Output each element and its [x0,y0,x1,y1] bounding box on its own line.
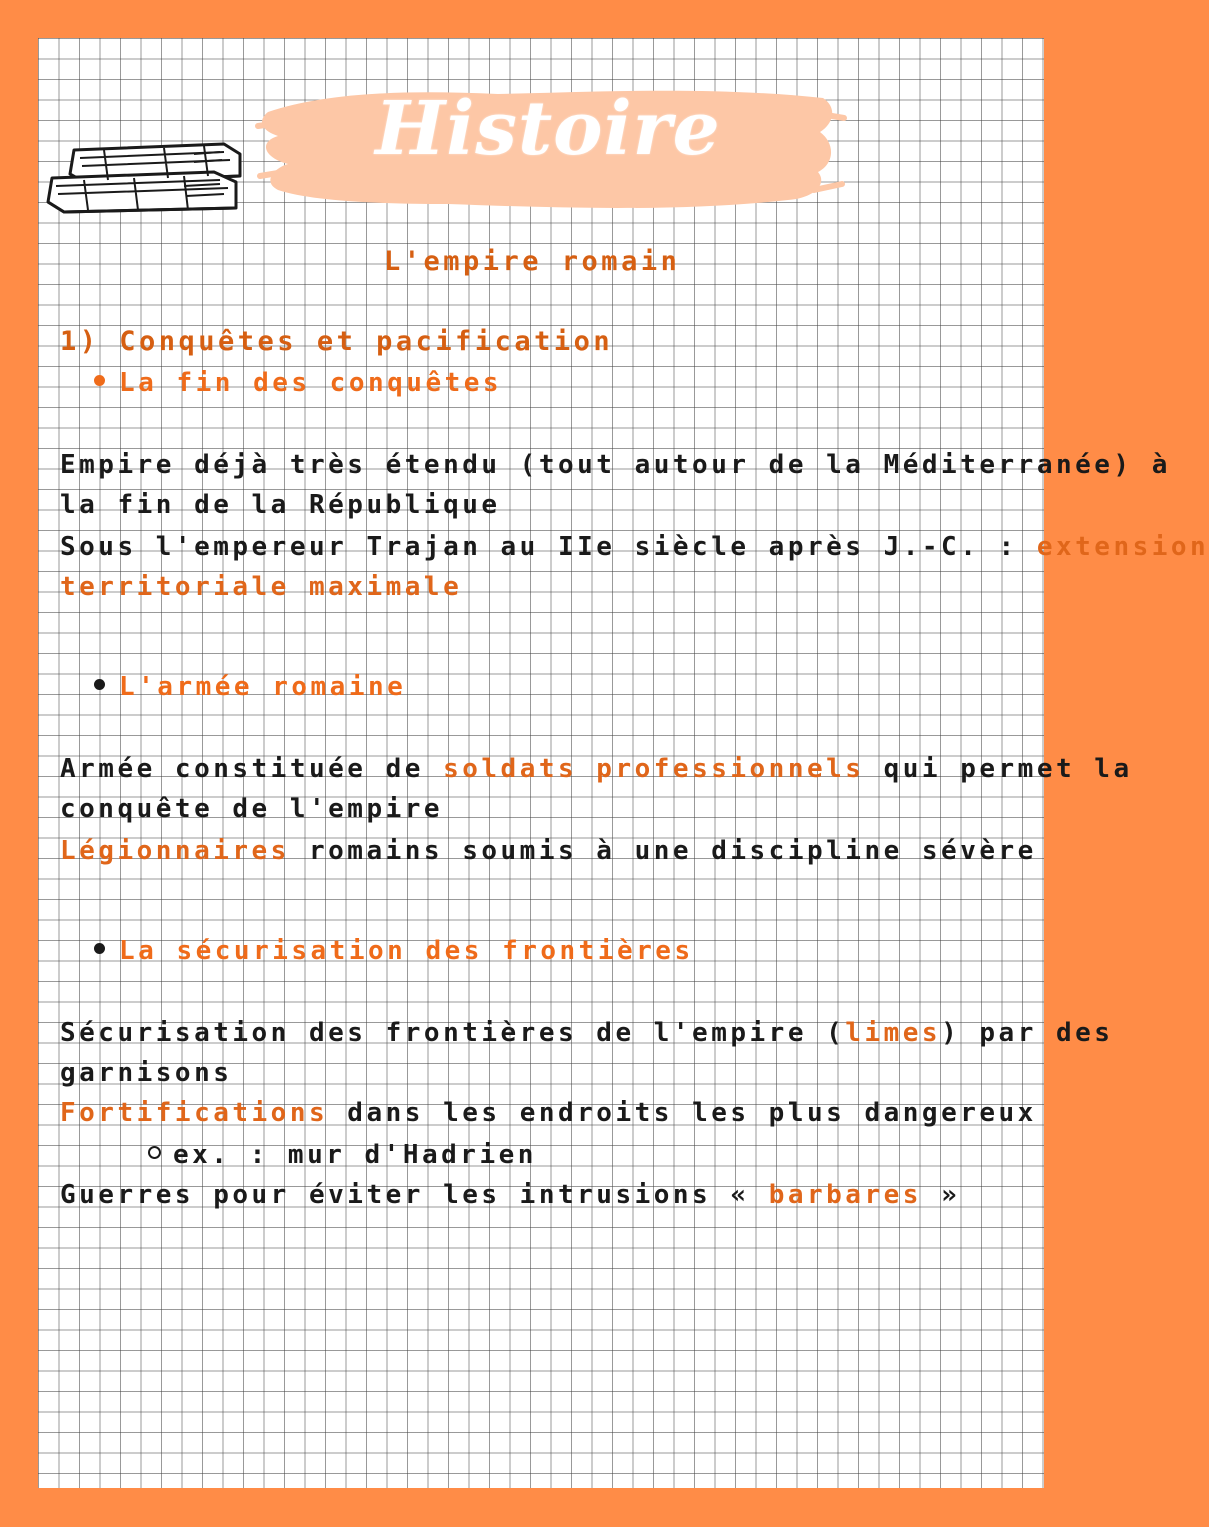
text-span: » [921,1180,961,1210]
text-line [60,1098,1037,1128]
text-line [60,532,1209,562]
bullet-icon [94,375,105,386]
text-line: Empire déjà très étendu (tout autour de la Méditerranée) à [60,450,1171,480]
subheading-label: La fin des conquêtes [119,368,503,398]
text-line [60,836,1037,866]
text-line [60,754,1133,784]
text-line [60,1180,960,1210]
subheading-fin-conquetes [94,368,502,398]
document-title: L'empire romain [384,246,681,277]
text-span: Armée constituée de [60,754,444,784]
subheading-label: La sécurisation des frontières [119,936,694,966]
example-line [148,1140,537,1170]
text-span: ) par des [941,1018,1114,1048]
text-span: Guerres pour éviter les intrusions « [60,1180,769,1210]
subheading-label: L'armée romaine [119,672,407,702]
text-span: dans les endroits les plus dangereux [328,1098,1037,1128]
text-span: qui permet la [864,754,1133,784]
text-line: conquête de l'empire [60,794,444,824]
bullet-icon [94,679,105,690]
highlight-line: territoriale maximale [60,572,463,602]
highlight-text: limes [845,1018,942,1048]
highlight-text: soldats professionnels [443,754,865,784]
subject-title: Histoire [375,86,721,172]
text-span: Sous l'empereur Trajan au IIe siècle après J.-C. : [60,532,1037,562]
highlight-text: Légionnaires [60,836,290,866]
highlight-text: barbares [768,1180,922,1210]
text-span: romains soumis à une discipline sévère [289,836,1037,866]
subheading-armee [94,672,406,702]
bullet-icon [94,943,105,954]
text-line: la fin de la République [60,490,501,520]
sub-bullet-icon [148,1146,161,1159]
highlight-text: Fortifications [60,1098,329,1128]
section-heading-1: 1) Conquêtes et pacification [60,326,614,357]
books-icon [44,130,244,214]
text-span: ex. : mur d'Hadrien [173,1140,537,1170]
subheading-frontieres [94,936,694,966]
text-span: Sécurisation des frontières de l'empire ( [60,1018,846,1048]
highlight-text: extension [1036,532,1209,562]
text-line [60,1018,1113,1048]
text-line: garnisons [60,1058,233,1088]
grid-paper [38,38,1209,1488]
